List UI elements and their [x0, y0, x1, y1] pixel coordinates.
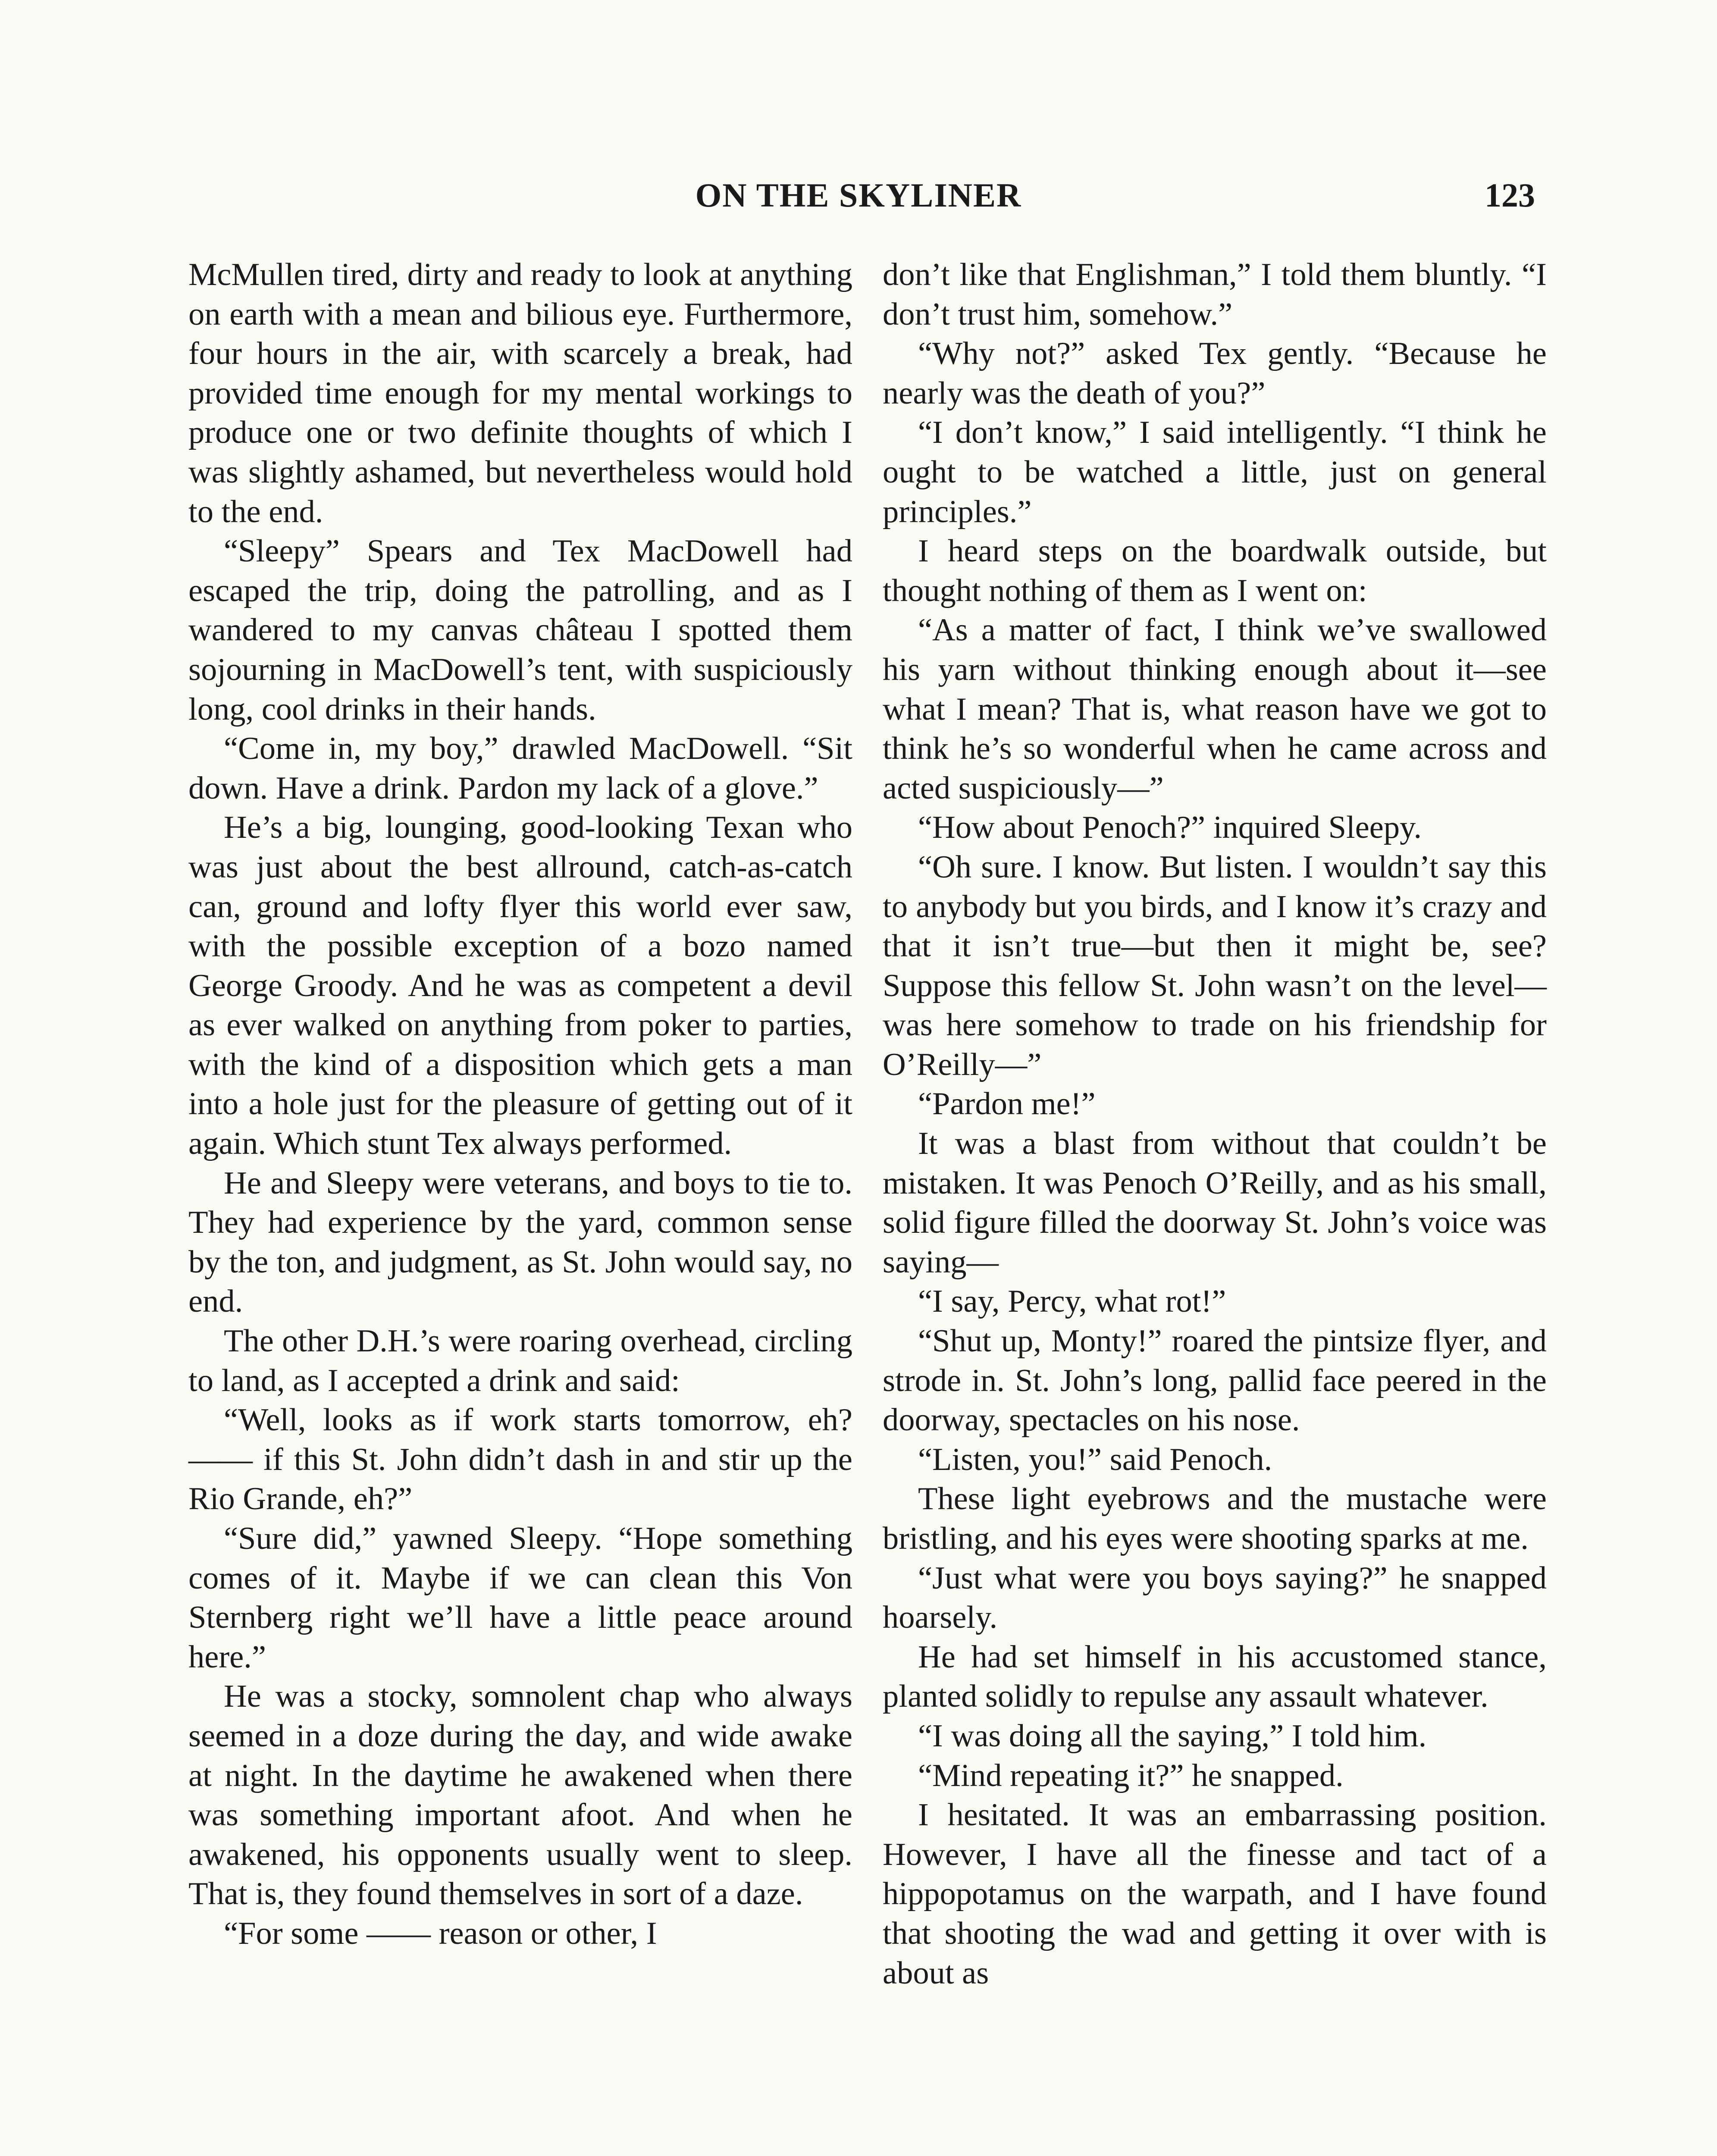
paragraph: “How about Penoch?” inquired Sleepy.: [918, 810, 1422, 846]
paragraph: “Why not?” asked Tex gently. “Because he nearly was the death of you?”: [883, 336, 1547, 411]
paragraph: “Sure did,” yawned Sleepy. “Hope something comes of it. Maybe if we can clean this Von Sternberg right we’ll have a little peace around here.”: [188, 1521, 852, 1675]
paragraph: McMullen tired, dirty and ready to look at anything on earth with a mean and bilious eye. Furthermore, four hours in the air, with scarcely a break, had provided time enough for my mental workings to produce one or two definite thoughts of which I was slightly ashamed, but nevertheless would hold to the end.: [188, 257, 852, 530]
paragraph: “Pardon me!”: [918, 1086, 1096, 1122]
page-header: [0, 176, 1717, 223]
paragraph: “Mind repeating it?” he snapped.: [918, 1758, 1344, 1793]
paragraph: “Listen, you!” said Penoch.: [918, 1442, 1272, 1477]
paragraph: The other D.H.’s were roaring overhead, circling to land, as I accepted a drink and said:: [188, 1323, 852, 1398]
paragraph: I hesitated. It was an embarrassing position. However, I have all the finesse and tact of a hippopotamus on the warpath, and I have found that shooting the wad and getting it over with is about as: [883, 1797, 1547, 1991]
paragraph: “Well, looks as if work starts tomorrow, eh? —— if this St. John didn’t dash in and stir up the Rio Grande, eh?”: [188, 1402, 852, 1517]
paragraph: He’s a big, lounging, good-looking Texan who was just about the best allround, catch-as-catch can, ground and lofty flyer this world ever saw, with the possible exception of a bozo named George Groody. And he was as competent a devil as ever walked on anything from poker to parties, with the kind of a disposition which gets a man into a hole just for the pleasure of getting out of it again. Which stunt Tex always performed.: [188, 810, 852, 1162]
paragraph: These light eyebrows and the mustache were bristling, and his eyes were shooting sparks at me.: [883, 1481, 1547, 1556]
paragraph: I heard steps on the boardwalk outside, but thought nothing of them as I went on:: [883, 533, 1547, 608]
paragraph: “Shut up, Monty!” roared the pintsize flyer, and strode in. St. John’s long, pallid face peered in the doorway, spectacles on his nose.: [883, 1323, 1547, 1438]
page-number: 123: [1485, 176, 1535, 214]
paragraph: “Come in, my boy,” drawled MacDowell. “Sit down. Have a drink. Pardon my lack of a glove.”: [188, 731, 852, 806]
paragraph: “Oh sure. I know. But listen. I wouldn’t say this to anybody but you birds, and I know it’s crazy and that it isn’t true—but then it might be, see? Suppose this fellow St. John wasn’t on the level—was here somehow to trade on his friendship for O’Reilly—”: [883, 849, 1547, 1082]
paragraph: He had set himself in his accustomed stance, planted solidly to repulse any assault whatever.: [883, 1639, 1547, 1714]
right-column: [883, 255, 1547, 1993]
paragraph: “For some —— reason or other, I: [223, 1915, 657, 1951]
paragraph: It was a blast from without that couldn’t be mistaken. It was Penoch O’Reilly, and as his small, solid figure filled the doorway St. John’s voice was saying—: [883, 1126, 1547, 1280]
paragraph: “As a matter of fact, I think we’ve swallowed his yarn without thinking enough about it—see what I mean? That is, what reason have we got to think he’s so wonderful when he came across and acted suspiciously—”: [883, 612, 1547, 806]
left-column: [188, 255, 852, 1954]
running-head: ON THE SKYLINER: [695, 176, 1022, 214]
paragraph: “Just what were you boys saying?” he snapped hoarsely.: [883, 1560, 1547, 1636]
paragraph: “I don’t know,” I said intelligently. “I think he ought to be watched a little, just on general principles.”: [883, 415, 1547, 530]
paragraph: He was a stocky, somnolent chap who always seemed in a doze during the day, and wide awake at night. In the daytime he awakened when there was something important afoot. And when he awakened, his opponents usually went to sleep. That is, they found themselves in sort of a daze.: [188, 1679, 852, 1912]
paragraph: “I was doing all the saying,” I told him.: [918, 1718, 1427, 1754]
paragraph: don’t like that Englishman,” I told them bluntly. “I don’t trust him, somehow.”: [883, 257, 1547, 332]
paragraph: He and Sleepy were veterans, and boys to tie to. They had experience by the yard, common sense by the ton, and judgment, as St. John would say, no end.: [188, 1165, 852, 1319]
paragraph: “I say, Percy, what rot!”: [918, 1284, 1226, 1319]
paragraph: “Sleepy” Spears and Tex MacDowell had escaped the trip, doing the patrolling, and as I wandered to my canvas château I spotted them sojourning in MacDowell’s tent, with suspiciously long, cool drinks in their hands.: [188, 533, 852, 727]
